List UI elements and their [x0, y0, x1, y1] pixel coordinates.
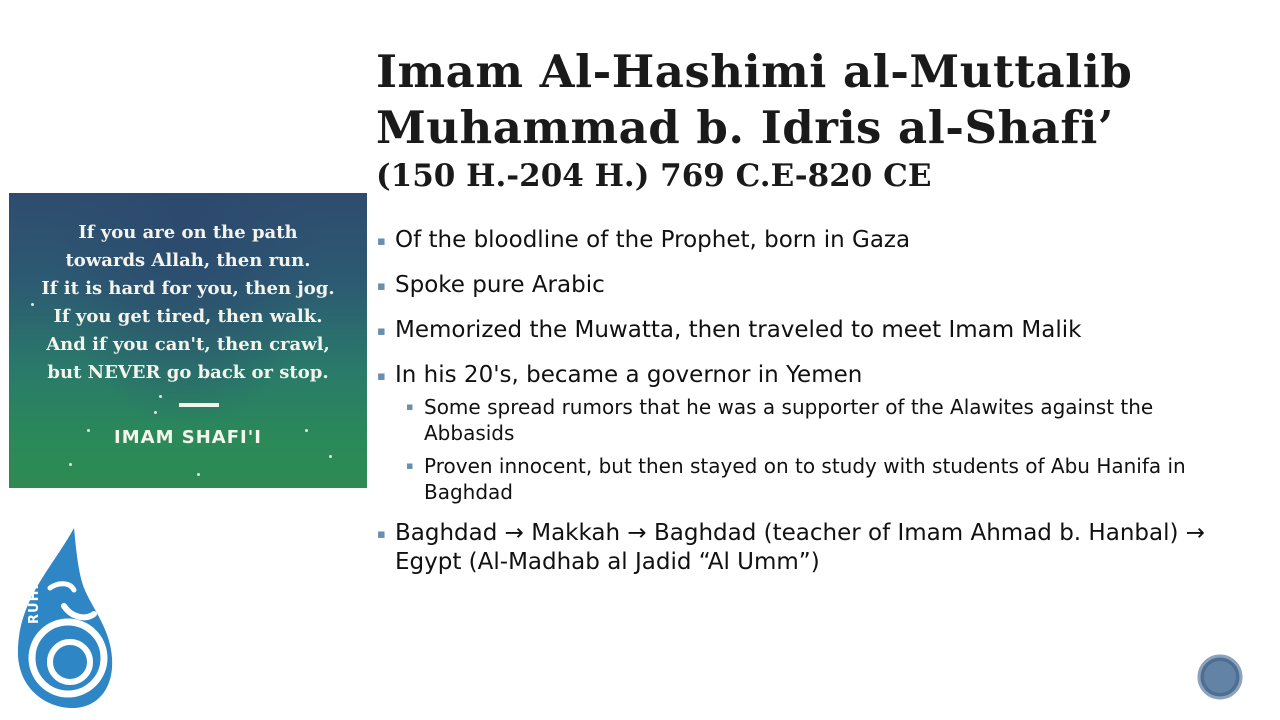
- bullet-text: Baghdad → Makkah → Baghdad (teacher of Imam Ahmad b. Hanbal) → Egypt (Al-Madhab al Jadid “Al Umm”): [395, 520, 1206, 575]
- bullet-text: Spoke pure Arabic: [395, 272, 605, 298]
- quote-line: If you are on the path: [78, 222, 298, 243]
- quote-image: [9, 193, 367, 488]
- quote-divider: [179, 403, 219, 407]
- quote-line: If it is hard for you, then jog.: [41, 278, 335, 299]
- bullet-marker-icon: ▪: [377, 369, 386, 384]
- sub-bullet-text: Some spread rumors that he was a supporter of the Alawites against the Abbasids: [424, 395, 1154, 445]
- title-line-1: Imam Al-Hashimi al-Muttalib: [376, 45, 1133, 98]
- star-dot: [329, 455, 332, 458]
- title-dates: (150 H.-204 H.) 769 C.E-820 CE: [376, 158, 932, 194]
- star-dot: [154, 411, 157, 414]
- star-dot: [69, 463, 72, 466]
- bullet-list: [377, 226, 1247, 593]
- bullet-item: [377, 519, 1247, 577]
- bullet-item: [377, 271, 1247, 300]
- bullet-text: Memorized the Muwatta, then traveled to meet Imam Malik: [395, 317, 1082, 343]
- sub-bullet-list: [377, 394, 1247, 505]
- quote-line: but NEVER go back or stop.: [47, 362, 329, 383]
- bullet-text: In his 20's, became a governor in Yemen: [395, 362, 863, 388]
- slide-title: [376, 44, 1256, 196]
- quote-line: If you get tired, then walk.: [53, 306, 323, 327]
- bullet-item: [377, 226, 1247, 255]
- star-dot: [197, 473, 200, 476]
- quote-line: And if you can't, then crawl,: [46, 334, 330, 355]
- star-dot: [159, 395, 162, 398]
- bullet-marker-icon: ▪: [377, 234, 386, 249]
- quote-author: IMAM SHAFI'I: [114, 427, 262, 448]
- bullet-marker-icon: ▪: [406, 459, 414, 472]
- circle-nav-icon[interactable]: [1197, 654, 1243, 700]
- quote-line: towards Allah, then run.: [65, 250, 311, 271]
- bullet-item: [377, 361, 1247, 390]
- logo-text: RUHMA: [27, 564, 42, 624]
- bullet-item: [377, 316, 1247, 345]
- sub-bullet-text: Proven innocent, but then stayed on to study with students of Abu Hanifa in Baghdad: [424, 454, 1186, 504]
- bullet-marker-icon: ▪: [377, 527, 386, 542]
- ruhma-logo-icon: [12, 528, 116, 710]
- bullet-marker-icon: ▪: [406, 400, 414, 413]
- bullet-marker-icon: ▪: [377, 324, 386, 339]
- sub-bullet-item: [377, 453, 1247, 505]
- sub-bullet-item: [377, 394, 1247, 446]
- title-line-2: Muhammad b. Idris al-Shafi’: [376, 101, 1114, 154]
- quote-text: [9, 219, 367, 387]
- bullet-marker-icon: ▪: [377, 279, 386, 294]
- bullet-text: Of the bloodline of the Prophet, born in Gaza: [395, 227, 911, 253]
